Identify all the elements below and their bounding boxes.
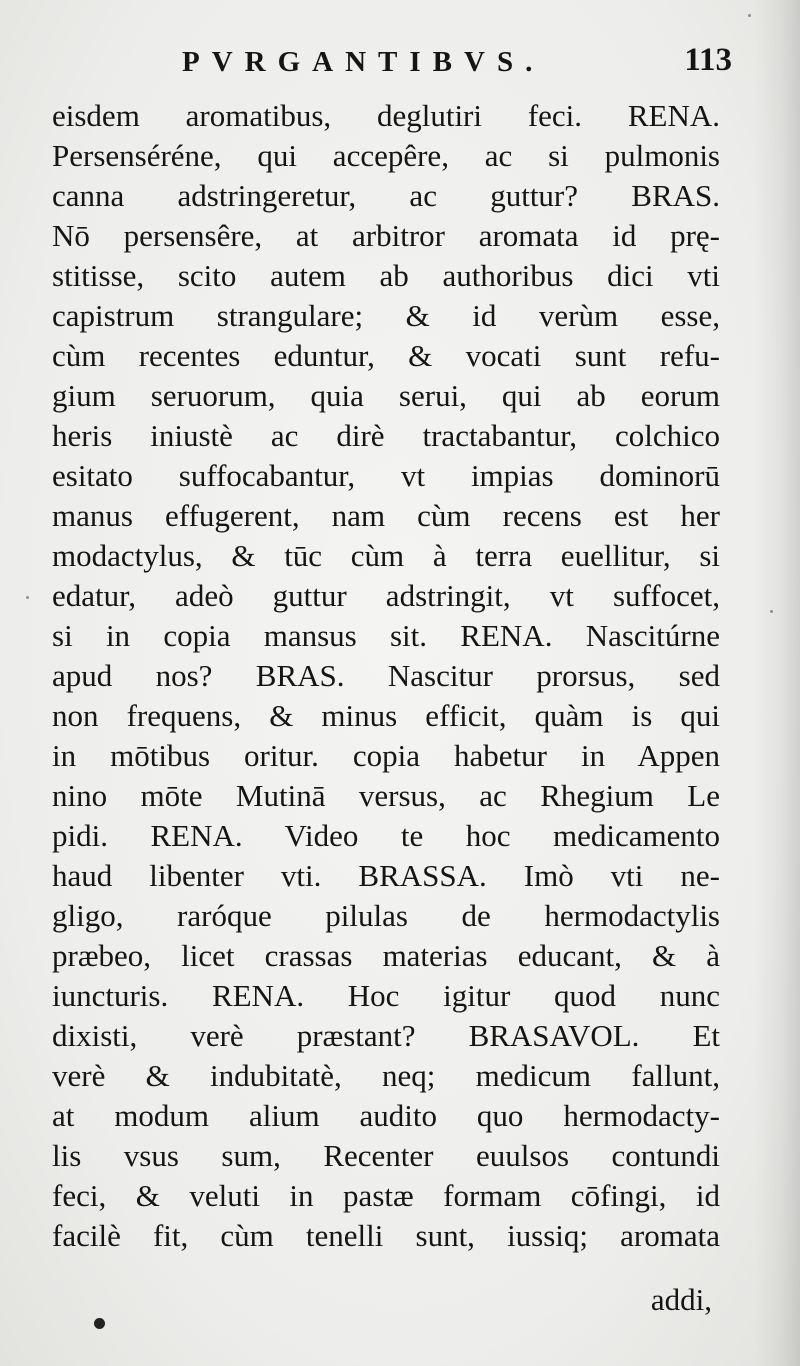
text-line: si in copia mansus sit. RENA. Nascitúrne: [52, 618, 720, 653]
text-line: iuncturis. RENA. Hoc igitur quod nunc: [52, 978, 720, 1013]
text-line: stitisse, scito autem ab authoribus dici vti: [52, 258, 720, 293]
running-head: PVRGANTIBVS.: [182, 46, 545, 78]
text-line: gium seruorum, quia serui, qui ab eorum: [52, 378, 720, 413]
text-line: nino mōte Mutinā versus, ac Rhegium Le: [52, 778, 720, 813]
text-line: apud nos? BRAS. Nascitur prorsus, sed: [52, 658, 720, 693]
text-line: pidi. RENA. Video te hoc medicamento: [52, 818, 720, 853]
text-line: in mōtibus oritur. copia habetur in Appen: [52, 738, 720, 773]
text-line: heris iniustè ac dirè tractabantur, colchico: [52, 418, 720, 453]
text-line: lis vsus sum, Recenter euulsos contundi: [52, 1138, 720, 1173]
ink-blot: [94, 1318, 105, 1329]
text-line: modactylus, & tūc cùm à terra euellitur, si: [52, 538, 720, 573]
page-number: 113: [684, 42, 732, 78]
paper-speck: [748, 14, 751, 17]
text-line: cùm recentes eduntur, & vocati sunt refu-: [52, 338, 720, 373]
text-line: capistrum strangulare; & id verùm esse,: [52, 298, 720, 333]
text-line: haud libenter vti. BRASSA. Imò vti ne-: [52, 858, 720, 893]
text-line: at modum alium audito quo hermodacty-: [52, 1098, 720, 1133]
text-line: facilè fit, cùm tenelli sunt, iussiq; aromata: [52, 1218, 720, 1253]
text-line: Persenséréne, qui accepêre, ac si pulmonis: [52, 138, 720, 173]
page-edge-shadow: [754, 0, 800, 1366]
text-line: præbeo, licet crassas materias educant, & à: [52, 938, 720, 973]
text-line: manus effugerent, nam cùm recens est her: [52, 498, 720, 533]
text-line: Nō persensêre, at arbitror aromata id prę-: [52, 218, 720, 253]
paper-speck: [770, 610, 773, 613]
text-line: verè & indubitatè, neq; medicum fallunt,: [52, 1058, 720, 1093]
catchword: addi,: [650, 1282, 712, 1317]
text-line: dixisti, verè præstant? BRASAVOL. Et: [52, 1018, 720, 1053]
page-header: [52, 40, 732, 92]
text-line: non frequens, & minus efficit, quàm is qui: [52, 698, 720, 733]
text-line: feci, & veluti in pastæ formam cōfingi, id: [52, 1178, 720, 1213]
body-text: [52, 96, 720, 1256]
text-line: edatur, adeò guttur adstringit, vt suffocet,: [52, 578, 720, 613]
text-line: eisdem aromatibus, deglutiri feci. RENA.: [52, 98, 720, 133]
text-line: canna adstringeretur, ac guttur? BRAS.: [52, 178, 720, 213]
text-line: gligo, raróque pilulas de hermodactylis: [52, 898, 720, 933]
paper-speck: [26, 596, 29, 599]
text-line: esitato suffocabantur, vt impias dominorū: [52, 458, 720, 493]
